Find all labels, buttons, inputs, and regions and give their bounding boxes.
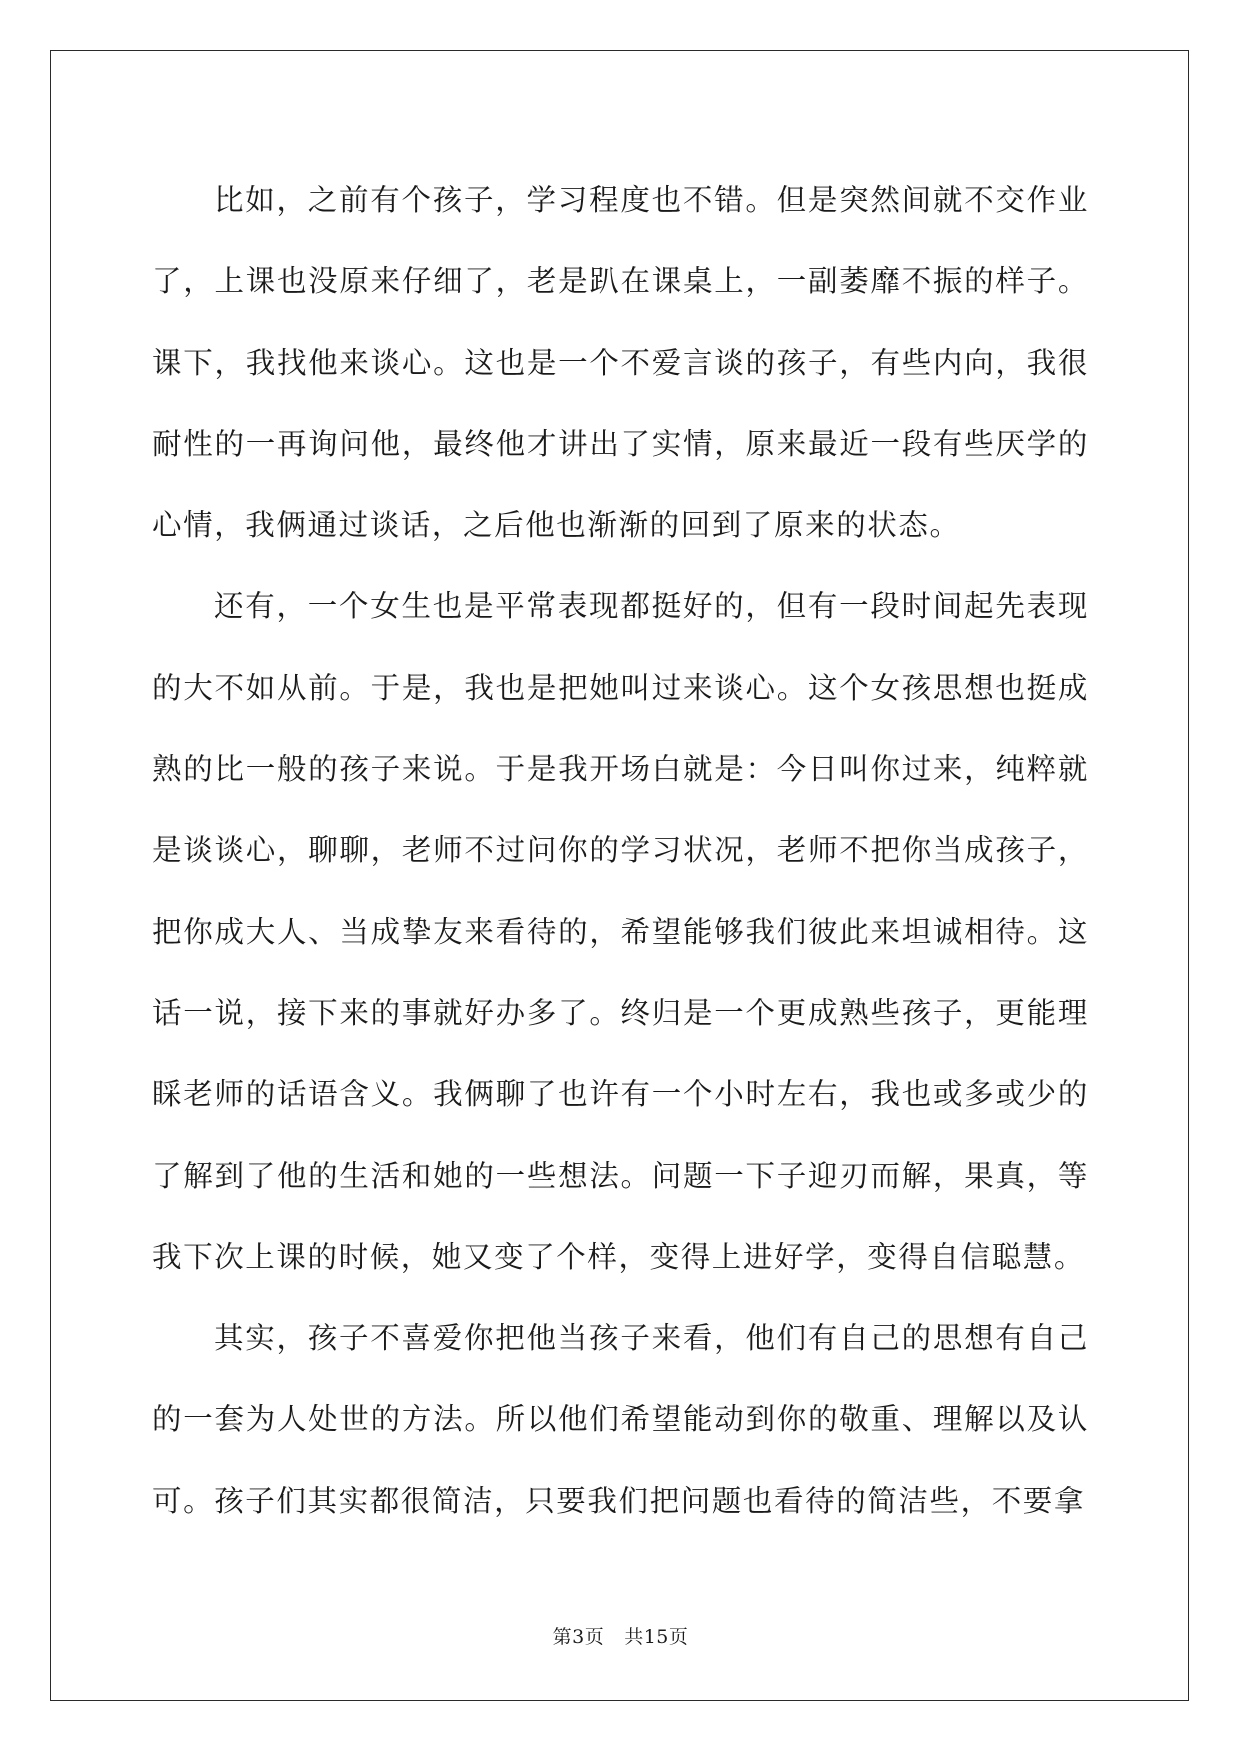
paragraph-1: 比如，之前有个孩子，学习程度也不错。但是突然间就不交作业了，上课也没原来仔细了，老是趴在课桌上，一副萎靡不振的样子。课下，我找他来谈心。这也是一个不爱言谈的孩子，有些内向，我很耐性的一再询问他，最终他才讲出了实情，原来最近一段有些厌学的心情，我俩通过谈话，之后他也渐渐的回到了原来的状态。 [152, 183, 1089, 543]
document-body [152, 160, 1089, 1542]
page-number: 第3页 [552, 1626, 605, 1648]
paragraph-2: 还有，一个女生也是平常表现都挺好的，但有一段时间起先表现的大不如从前。于是，我也是把她叫过来谈心。这个女孩思想也挺成熟的比一般的孩子来说。于是我开场白就是：今日叫你过来，纯粹就是谈谈心，聊聊，老师不过问你的学习状况，老师不把你当成孩子，把你成大人、当成挚友来看待的，希望能够我们彼此来坦诚相待。这话一说，接下来的事就好办多了。终归是一个更成熟些孩子，更能理睬老师的话语含义。我俩聊了也许有一个小时左右，我也或多或少的了解到了他的生活和她的一些想法。问题一下子迎刃而解，果真，等我下次上课的时候，她又变了个样，变得上进好学，变得自信聪慧。 [152, 589, 1089, 1274]
page-total: 共15页 [624, 1626, 689, 1648]
paragraph-3: 其实，孩子不喜爱你把他当孩子来看，他们有自己的思想有自己的一套为人处世的方法。所以他们希望能动到你的敬重、理解以及认可。孩子们其实都很简洁，只要我们把问题也看待的简洁些，不要拿 [152, 1321, 1089, 1518]
page-footer [0, 1622, 1241, 1649]
